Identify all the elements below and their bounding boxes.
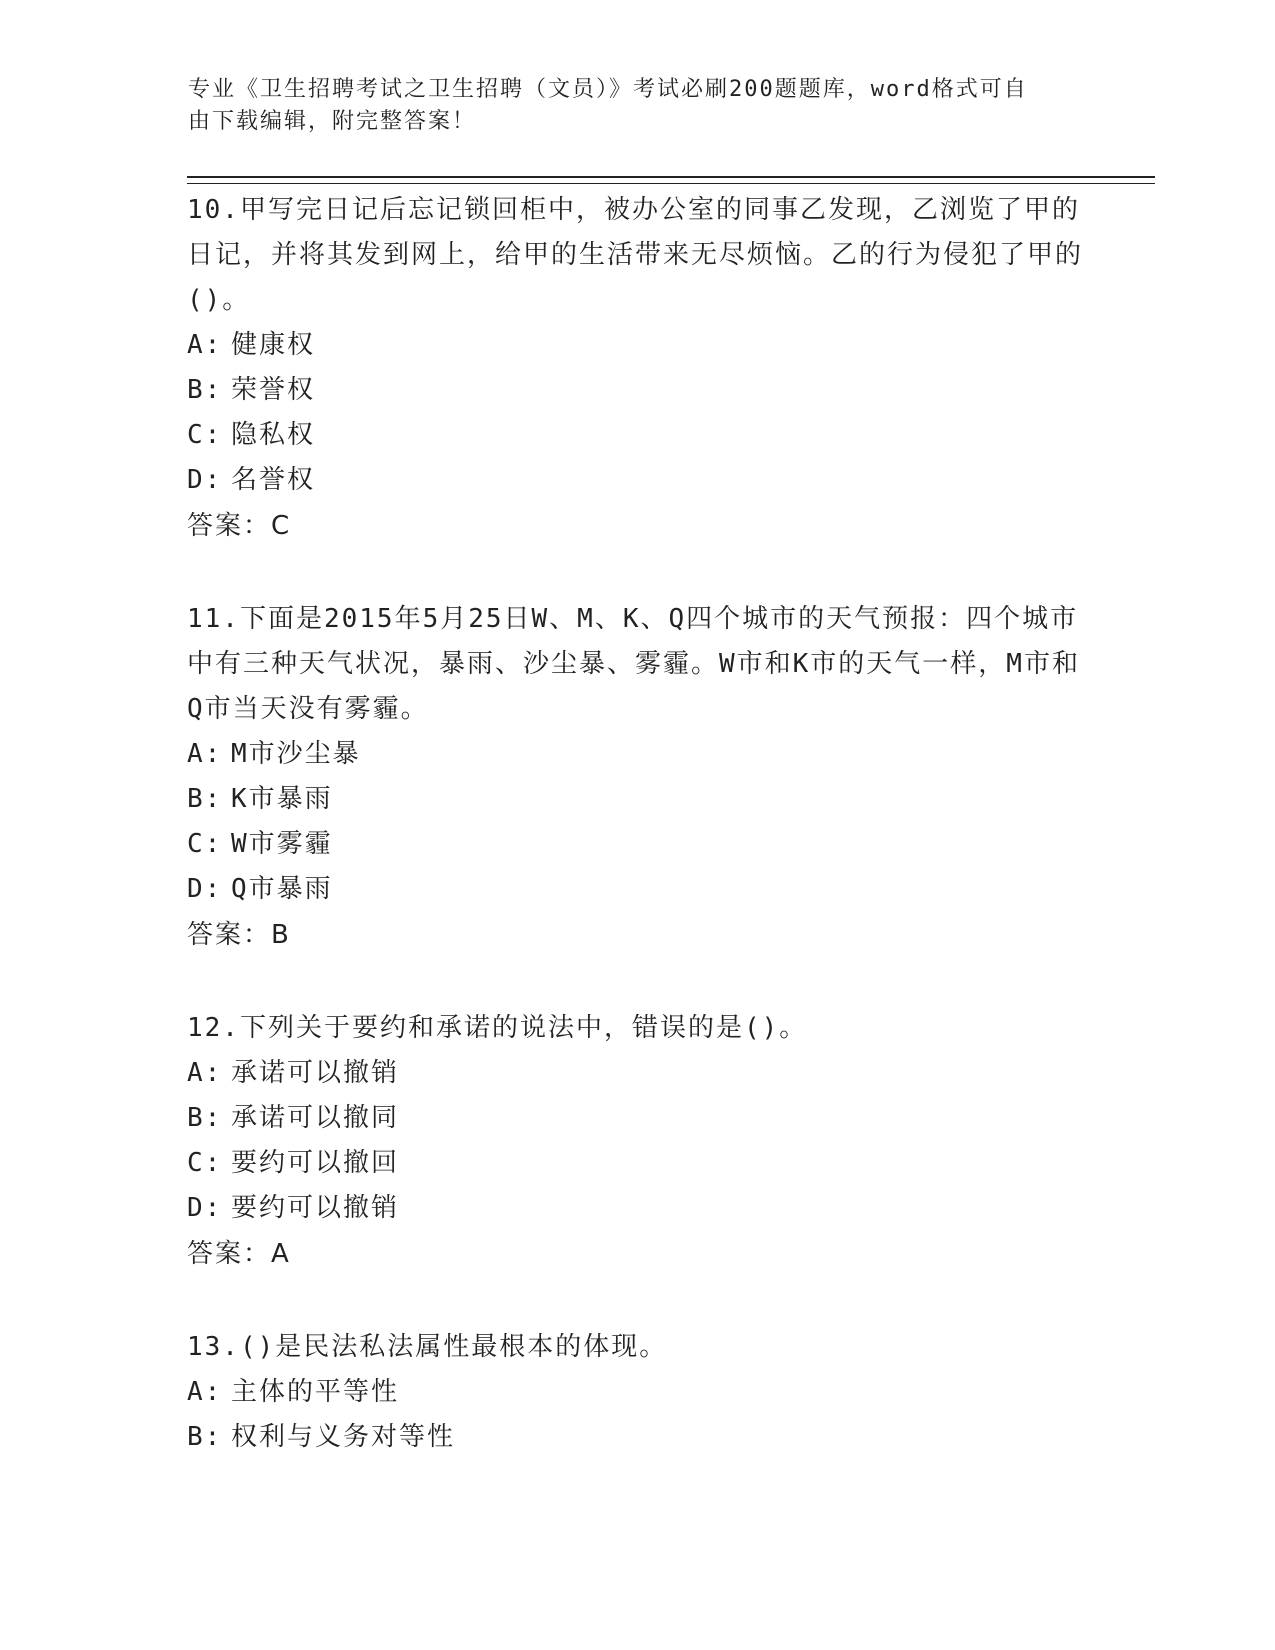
option-letter: B: (187, 1422, 223, 1452)
option-text: K市暴雨 (231, 784, 333, 814)
header-title-line-2: 由下载编辑，附完整答案！ (188, 109, 477, 134)
option-text: 名誉权 (231, 465, 316, 495)
option-d (187, 458, 1087, 503)
option-text: 承诺可以撤销 (231, 1058, 400, 1088)
option-letter: A: (187, 739, 223, 769)
option-text: 权利与义务对等性 (231, 1422, 456, 1452)
option-c (187, 822, 1087, 867)
question-stem: 11.下面是2015年5月25日W、M、K、Q四个城市的天气预报：四个城市中有三种天气状况，暴雨、沙尘暴、雾霾。W市和K市的天气一样，M市和Q市当天没有雾霾。 (187, 604, 1080, 724)
option-a (187, 323, 1087, 368)
option-text: 健康权 (231, 330, 316, 360)
option-c (187, 1141, 1087, 1186)
option-letter: C: (187, 420, 223, 450)
option-text: 要约可以撤销 (231, 1193, 400, 1223)
option-d (187, 1186, 1087, 1231)
question-stem: 10.甲写完日记后忘记锁回柜中，被办公室的同事乙发现，乙浏览了甲的日记，并将其发到网上，给甲的生活带来无尽烦恼。乙的行为侵犯了甲的()。 (187, 195, 1084, 315)
option-text: 要约可以撤回 (231, 1148, 400, 1178)
option-letter: B: (187, 1103, 223, 1133)
option-letter: C: (187, 829, 223, 859)
option-letter: B: (187, 375, 223, 405)
option-letter: D: (187, 1193, 223, 1223)
answer-line: 答案：C (187, 511, 292, 541)
option-text: 荣誉权 (231, 375, 316, 405)
option-text: 隐私权 (231, 420, 316, 450)
option-letter: D: (187, 465, 223, 495)
document-header (188, 74, 1068, 138)
option-text: 主体的平等性 (231, 1377, 400, 1407)
option-text: W市雾霾 (231, 829, 333, 859)
question-stem: 12.下列关于要约和承诺的说法中，错误的是()。 (187, 1013, 808, 1043)
question-13 (187, 1325, 1087, 1460)
option-a (187, 1370, 1087, 1415)
question-12 (187, 1006, 1087, 1277)
answer-line: 答案：A (187, 1239, 291, 1269)
option-letter: C: (187, 1148, 223, 1178)
option-d (187, 867, 1087, 912)
option-a (187, 1051, 1087, 1096)
option-letter: B: (187, 784, 223, 814)
option-text: Q市暴雨 (231, 874, 333, 904)
option-letter: D: (187, 874, 223, 904)
header-title-line-1: 专业《卫生招聘考试之卫生招聘（文员）》考试必刷200题题库，word格式可自 (188, 77, 1028, 102)
option-letter: A: (187, 1377, 223, 1407)
question-list (187, 188, 1087, 1508)
option-b (187, 368, 1087, 413)
option-b (187, 1415, 1087, 1460)
question-10 (187, 188, 1087, 549)
option-a (187, 732, 1087, 777)
option-letter: A: (187, 1058, 223, 1088)
header-divider (187, 176, 1155, 184)
answer-line: 答案：B (187, 920, 291, 950)
option-text: 承诺可以撤同 (231, 1103, 400, 1133)
question-stem: 13.()是民法私法属性最根本的体现。 (187, 1332, 668, 1362)
option-letter: A: (187, 330, 223, 360)
option-text: M市沙尘暴 (231, 739, 361, 769)
question-11 (187, 597, 1087, 958)
option-b (187, 777, 1087, 822)
option-b (187, 1096, 1087, 1141)
option-c (187, 413, 1087, 458)
